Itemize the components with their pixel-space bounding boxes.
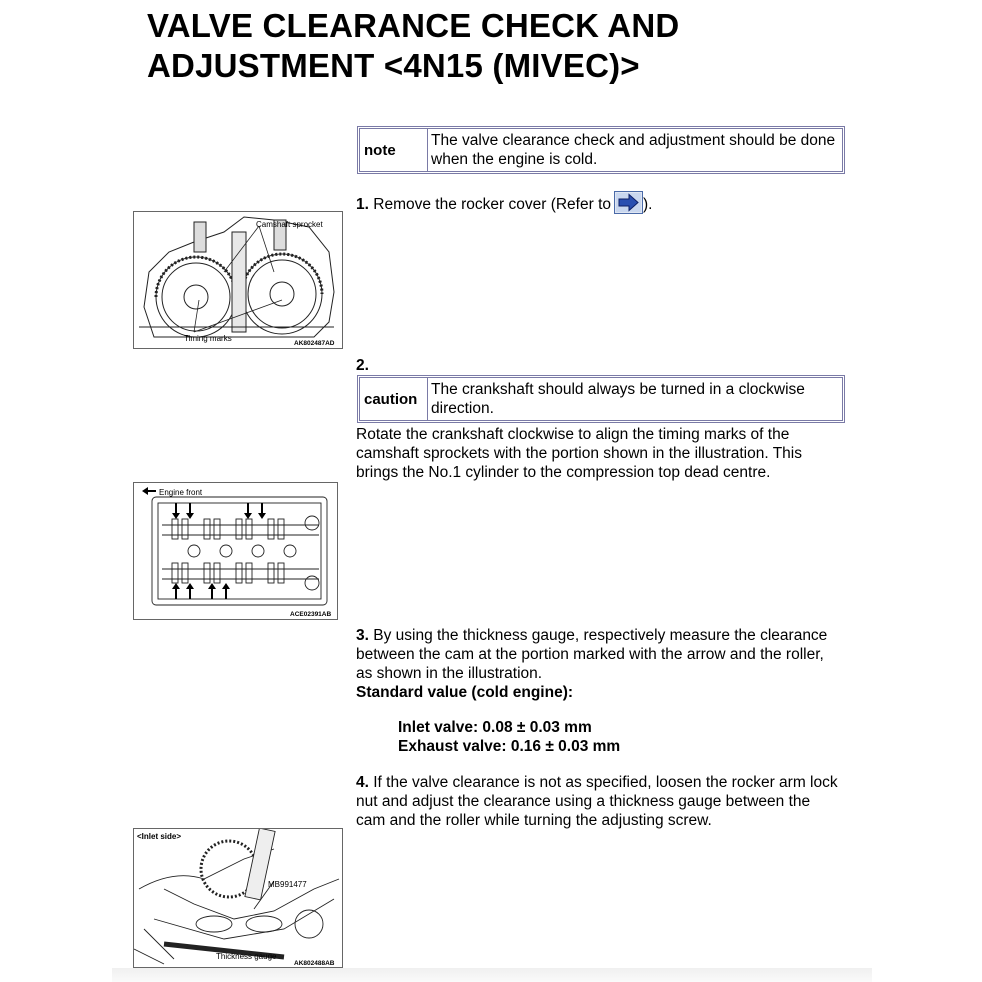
page-bottom-edge [112, 968, 872, 982]
caution-box [357, 375, 845, 423]
step-4-number: 4. [356, 774, 369, 791]
fig3-code: AK802488AB [294, 960, 335, 967]
step-2-text: Rotate the crankshaft clockwise to align the timing marks of the camshaft sprockets with the portion shown in the illustration. This brings the No.1 cylinder to the compression top dead centre. [356, 426, 802, 481]
figure-camshaft-sprockets [133, 211, 343, 349]
fig3-label-tool: MB991477 [268, 880, 307, 889]
fig1-code: AK802487AD [294, 340, 335, 347]
standard-value-label: Standard value (cold engine): [356, 684, 574, 701]
note-text: The valve clearance check and adjustment should be done when the engine is cold. [431, 132, 836, 168]
step-1 [356, 191, 842, 214]
fig1-label-camshaft: Camshaft sprocket [256, 220, 323, 229]
fig3-label-inlet-side: <Inlet side> [137, 832, 182, 841]
note-box [357, 126, 845, 174]
page-title: VALVE CLEARANCE CHECK AND ADJUSTMENT <4N15 (MIVEC)> [147, 7, 680, 84]
figure-rocker-layout [133, 482, 338, 620]
step-1-text: Remove the rocker cover (Refer to [373, 196, 612, 213]
arrow-right-icon[interactable] [614, 191, 643, 214]
step-1-number: 1. [356, 196, 369, 213]
caution-text: The crankshaft should always be turned in a clockwise direction. [431, 381, 805, 417]
step-3-text: By using the thickness gauge, respectively measure the clearance between the cam at the portion marked with the arrow and the roller, as shown in the illustration. [356, 627, 828, 682]
exhaust-valve-value: Exhaust valve: 0.16 ± 0.03 mm [398, 738, 621, 755]
fig2-code: ACE02391AB [290, 611, 332, 618]
step-2-number: 2. [356, 357, 369, 374]
step-4-text: If the valve clearance is not as specified, loosen the rocker arm lock nut and adjust the clearance using a thickness gauge between the cam and the roller while turning the adjusting screw. [356, 774, 838, 829]
step-4 [356, 773, 842, 830]
fig2-label-engine-front: Engine front [159, 488, 203, 497]
note-label: note [360, 129, 428, 171]
inlet-valve-value: Inlet valve: 0.08 ± 0.03 mm [398, 719, 592, 736]
step-3 [356, 626, 842, 683]
step-2 [356, 356, 842, 375]
caution-label: caution [360, 378, 428, 420]
figure-thickness-gauge [133, 828, 343, 968]
step-3-number: 3. [356, 627, 369, 644]
fig1-label-timing: Timing marks [184, 334, 232, 343]
fig3-label-gauge: Thickness gauge [216, 952, 277, 961]
step-1-text-end: ). [643, 196, 653, 213]
